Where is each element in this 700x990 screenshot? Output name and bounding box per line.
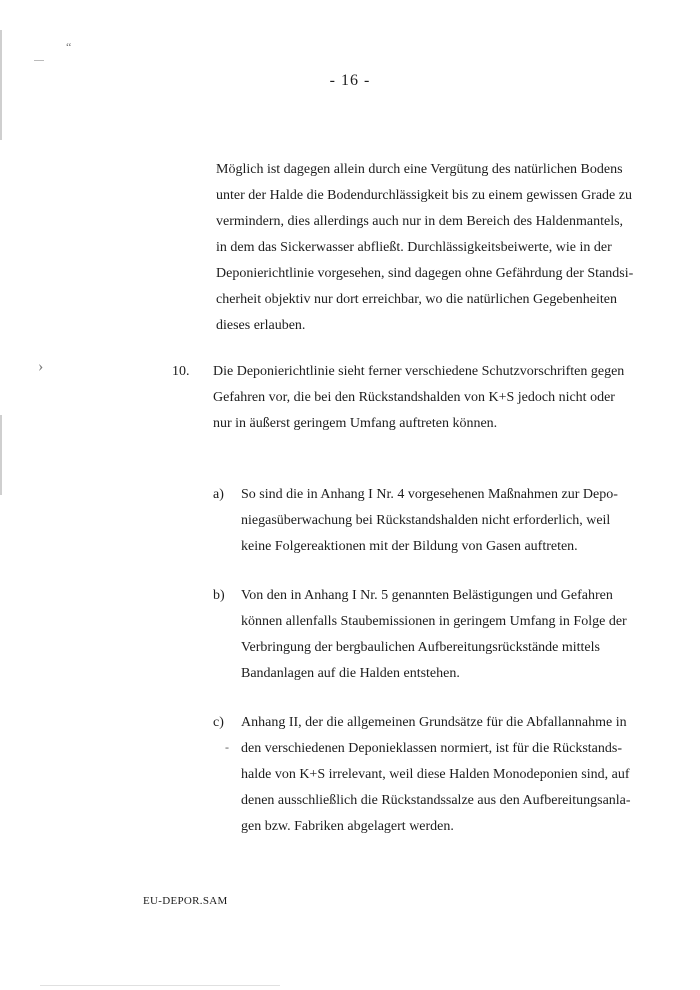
scan-speck-bracket: › [38, 358, 44, 375]
item-number: 10. [172, 364, 190, 379]
paragraph-line: Anhang II, der die allgemeinen Grundsätze für die Abfallannahme in [241, 715, 627, 730]
paragraph-line: Bandanlagen auf die Halden entstehen. [241, 666, 460, 681]
footer-file-code: EU-DEPOR.SAM [143, 895, 228, 907]
paragraph-line: den verschiedenen Deponieklassen normiert, ist für die Rückstands- [241, 741, 623, 756]
subitem-c-paragraph [241, 710, 636, 840]
paragraph-line: Möglich ist dagegen allein durch eine Vergütung des natürlichen Bodens [216, 162, 623, 177]
paragraph-line: keine Folgereaktionen mit der Bildung von Gasen auftreten. [241, 539, 578, 554]
scan-edge-mark-middle [0, 415, 2, 495]
paragraph-line: Deponierichtlinie vorgesehen, sind dagegen ohne Gefährdung der Standsi- [216, 266, 634, 281]
scan-bottom-noise [40, 985, 280, 986]
paragraph-line: unter der Halde die Bodendurchlässigkeit bis zu einem gewissen Grade zu [216, 188, 632, 203]
subitem-b-label: b) [213, 588, 225, 603]
subitem-b-paragraph [241, 583, 636, 687]
paragraph-line: dieses erlauben. [216, 318, 306, 333]
paragraph-line: vermindern, dies allerdings auch nur in dem Bereich des Haldenmantels, [216, 214, 624, 229]
scan-smudge-top-left [34, 60, 44, 61]
paragraph-line: niegasüberwachung bei Rückstandshalden nicht erforderlich, weil [241, 513, 611, 528]
subitem-c-label: c) [213, 715, 224, 730]
paragraph-line: denen ausschließlich die Rückstandssalze aus den Aufbereitungsanla- [241, 793, 631, 808]
paragraph-line: Verbringung der bergbaulichen Aufbereitungsrückstände mittels [241, 640, 600, 655]
paragraph-line: nur in äußerst geringem Umfang auftreten können. [213, 416, 498, 431]
paragraph-line: können allenfalls Staubemissionen in geringem Umfang in Folge der [241, 614, 627, 629]
intro-paragraph [216, 157, 636, 339]
subitem-a-paragraph [241, 482, 636, 560]
paragraph-line: Die Deponierichtlinie sieht ferner verschiedene Schutzvorschriften gegen [213, 364, 625, 379]
item-10-paragraph [213, 359, 633, 437]
page-number: - 16 - [329, 72, 371, 89]
paragraph-line: cherheit objektiv nur dort erreichbar, wo die natürlichen Gegebenheiten [216, 292, 617, 307]
paragraph-line: in dem das Sickerwasser abfließt. Durchlässigkeitsbeiwerte, wie in der [216, 240, 612, 255]
paragraph-line: Von den in Anhang I Nr. 5 genannten Belästigungen und Gefahren [241, 588, 613, 603]
scan-speck-dash: - [225, 740, 229, 754]
scan-speck-quote: “ [66, 40, 72, 54]
paragraph-line: So sind die in Anhang I Nr. 4 vorgesehenen Maßnahmen zur Depo- [241, 487, 618, 502]
subitem-a-label: a) [213, 487, 224, 502]
paragraph-line: halde von K+S irrelevant, weil diese Halden Monodeponien sind, auf [241, 767, 630, 782]
paragraph-line: Gefahren vor, die bei den Rückstandshalden von K+S jedoch nicht oder [213, 390, 615, 405]
paragraph-line: gen bzw. Fabriken abgelagert werden. [241, 819, 454, 834]
